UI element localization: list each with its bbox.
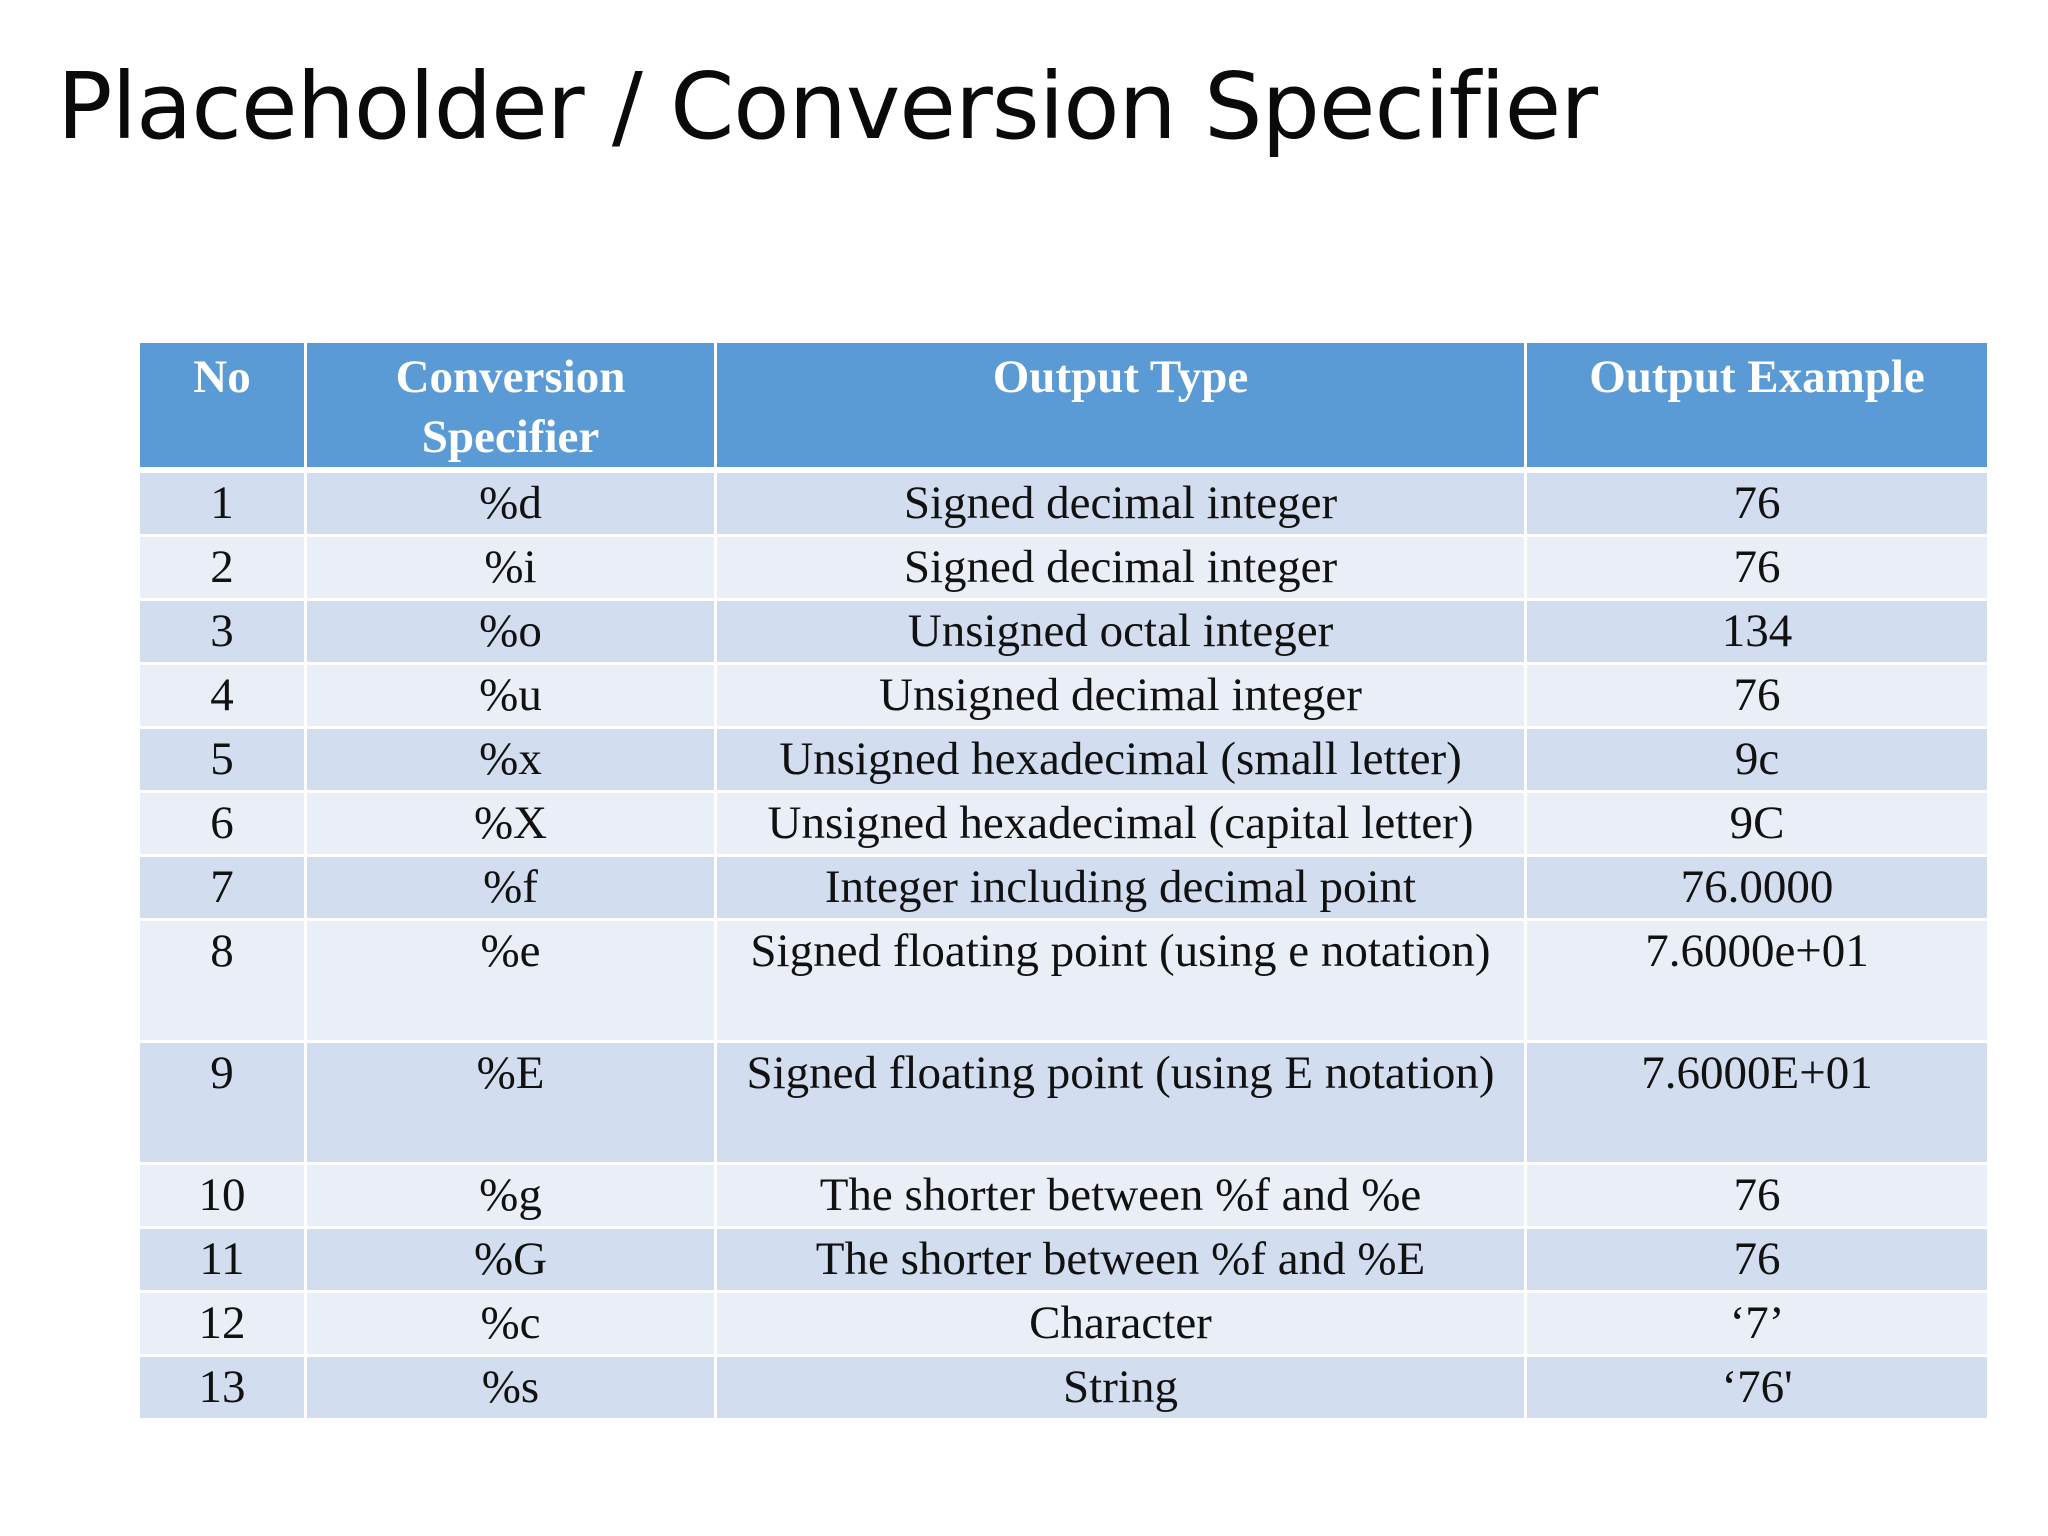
table-row xyxy=(139,1292,1989,1356)
cell-specifier: %d xyxy=(306,470,716,536)
table-row xyxy=(139,664,1989,728)
cell-output-example: ‘7’ xyxy=(1526,1292,1989,1356)
cell-output-type: Integer including decimal point xyxy=(716,856,1526,920)
cell-output-type: Signed floating point (using E notation) xyxy=(716,1042,1526,1164)
cell-no: 5 xyxy=(139,728,306,792)
cell-specifier: %x xyxy=(306,728,716,792)
conversion-specifier-table xyxy=(137,340,1990,1421)
cell-output-example: ‘76' xyxy=(1526,1356,1989,1420)
cell-specifier: %i xyxy=(306,536,716,600)
table-row xyxy=(139,1164,1989,1228)
cell-specifier: %G xyxy=(306,1228,716,1292)
cell-specifier: %u xyxy=(306,664,716,728)
table-row xyxy=(139,600,1989,664)
cell-specifier: %e xyxy=(306,920,716,1042)
table-row xyxy=(139,1042,1989,1164)
cell-output-type: The shorter between %f and %e xyxy=(716,1164,1526,1228)
slide-title: Placeholder / Conversion Specifier xyxy=(57,53,1598,160)
cell-output-type: Signed decimal integer xyxy=(716,470,1526,536)
cell-specifier: %f xyxy=(306,856,716,920)
cell-output-example: 134 xyxy=(1526,600,1989,664)
cell-output-example: 7.6000e+01 xyxy=(1526,920,1989,1042)
cell-no: 2 xyxy=(139,536,306,600)
table-row xyxy=(139,536,1989,600)
cell-output-example: 7.6000E+01 xyxy=(1526,1042,1989,1164)
cell-no: 10 xyxy=(139,1164,306,1228)
cell-output-type: Unsigned hexadecimal (capital letter) xyxy=(716,792,1526,856)
cell-output-example: 76 xyxy=(1526,536,1989,600)
cell-no: 1 xyxy=(139,470,306,536)
table-row xyxy=(139,728,1989,792)
cell-no: 12 xyxy=(139,1292,306,1356)
cell-output-example: 76 xyxy=(1526,664,1989,728)
header-output-type: Output Type xyxy=(716,342,1526,471)
table-header-row xyxy=(139,342,1989,471)
cell-no: 7 xyxy=(139,856,306,920)
cell-output-type: Unsigned octal integer xyxy=(716,600,1526,664)
cell-specifier: %o xyxy=(306,600,716,664)
table-row xyxy=(139,1228,1989,1292)
cell-output-example: 76 xyxy=(1526,1228,1989,1292)
cell-output-type: The shorter between %f and %E xyxy=(716,1228,1526,1292)
table-row xyxy=(139,792,1989,856)
cell-specifier: %E xyxy=(306,1042,716,1164)
cell-output-type: Signed floating point (using e notation) xyxy=(716,920,1526,1042)
cell-no: 11 xyxy=(139,1228,306,1292)
cell-output-example: 76 xyxy=(1526,1164,1989,1228)
cell-specifier: %c xyxy=(306,1292,716,1356)
table-row xyxy=(139,856,1989,920)
cell-specifier: %g xyxy=(306,1164,716,1228)
cell-output-type: String xyxy=(716,1356,1526,1420)
cell-no: 3 xyxy=(139,600,306,664)
cell-output-example: 9C xyxy=(1526,792,1989,856)
cell-no: 4 xyxy=(139,664,306,728)
cell-output-type: Signed decimal integer xyxy=(716,536,1526,600)
cell-no: 6 xyxy=(139,792,306,856)
cell-no: 8 xyxy=(139,920,306,1042)
cell-output-example: 9c xyxy=(1526,728,1989,792)
cell-output-type: Character xyxy=(716,1292,1526,1356)
table-row xyxy=(139,920,1989,1042)
cell-specifier: %s xyxy=(306,1356,716,1420)
cell-output-type: Unsigned decimal integer xyxy=(716,664,1526,728)
cell-no: 9 xyxy=(139,1042,306,1164)
cell-output-type: Unsigned hexadecimal (small letter) xyxy=(716,728,1526,792)
header-no: No xyxy=(139,342,306,471)
cell-specifier: %X xyxy=(306,792,716,856)
table-row xyxy=(139,470,1989,536)
cell-output-example: 76.0000 xyxy=(1526,856,1989,920)
cell-output-example: 76 xyxy=(1526,470,1989,536)
header-specifier: Conversion Specifier xyxy=(306,342,716,471)
header-output-example: Output Example xyxy=(1526,342,1989,471)
table-row xyxy=(139,1356,1989,1420)
cell-no: 13 xyxy=(139,1356,306,1420)
